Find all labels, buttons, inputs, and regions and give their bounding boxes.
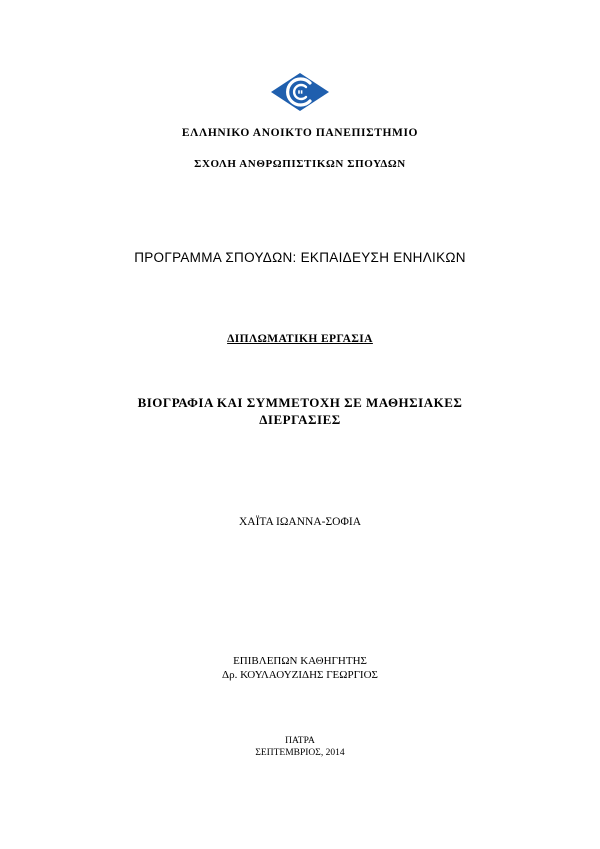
university-name: ΕΛΛΗΝΙΚΟ ΑΝΟΙΚΤΟ ΠΑΝΕΠΙΣΤΗΜΙΟ bbox=[181, 127, 419, 139]
supervisor-label: ΕΠΙΒΛΕΠΩΝ ΚΑΘΗΓΗΤΗΣ bbox=[233, 655, 367, 667]
study-program: ΠΡΟΓΡΑΜΜΑ ΣΠΟΥΔΩΝ: ΕΚΠΑΙΔΕΥΣΗ ΕΝΗΛΙΚΩΝ bbox=[134, 250, 466, 265]
thesis-title-line-2: ΔΙΕΡΓΑΣΙΕΣ bbox=[259, 412, 341, 427]
school-name: ΣΧΟΛΗ ΑΝΘΡΩΠΙΣΤΙΚΩΝ ΣΠΟΥΔΩΝ bbox=[194, 158, 406, 170]
document-type: ΔΙΠΛΩΜΑΤΙΚΗ ΕΡΓΑΣΙΑ bbox=[227, 333, 373, 345]
supervisor-name: Δρ. ΚΟΥΛΑΟΥΖΙΔΗΣ ΓΕΩΡΓΙΟΣ bbox=[222, 669, 378, 681]
date: ΣΕΠΤΕΜΒΡΙΟΣ, 2014 bbox=[255, 748, 345, 758]
university-logo-icon bbox=[270, 72, 330, 112]
author-name: ΧΑΪΤΑ ΙΩΑΝΝΑ-ΣΟΦΙΑ bbox=[238, 516, 362, 528]
city: ΠΑΤΡΑ bbox=[285, 736, 315, 746]
thesis-title-line-1: ΒΙΟΓΡΑΦΙΑ ΚΑΙ ΣΥΜΜΕΤΟΧΗ ΣΕ ΜΑΘΗΣΙΑΚΕΣ bbox=[137, 395, 463, 410]
